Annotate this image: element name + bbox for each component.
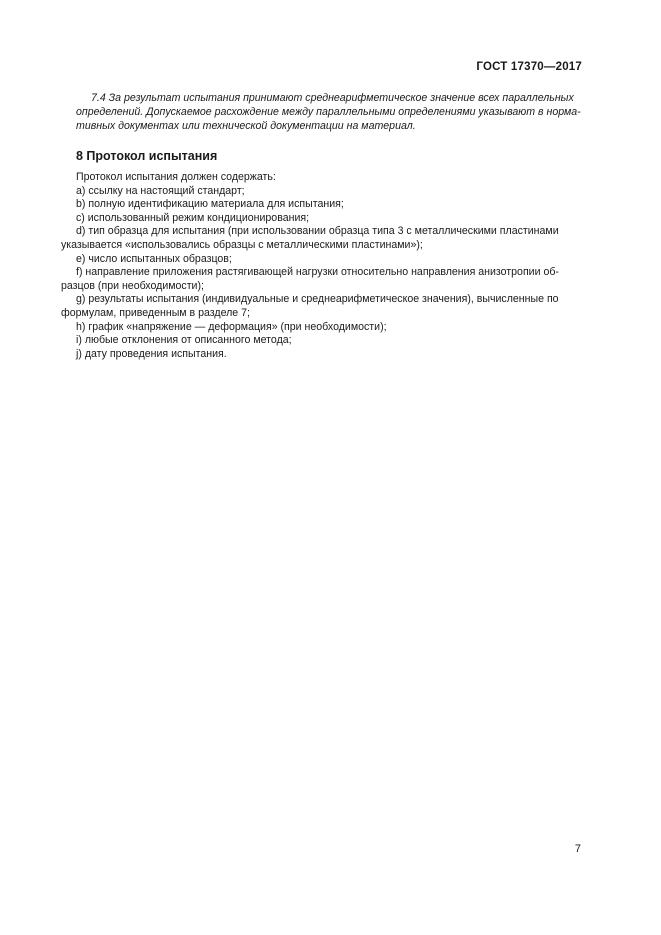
list-item-b: b) полную идентификацию материала для испытания;: [76, 198, 344, 211]
list-item-h: h) график «напряжение — деформация» (при необходимости);: [76, 320, 387, 333]
list-item-a: a) ссылку на настоящий стандарт;: [76, 184, 245, 197]
clause-7-4-line-2: определений. Допускаемое расхождение между параллельными определениями указывают в норма-: [76, 106, 581, 118]
clause-7-4: [76, 91, 583, 133]
list-item-c: c) использованный режим кондиционирования;: [76, 211, 310, 224]
section-8-intro: Протокол испытания должен содержать:: [76, 171, 276, 183]
list-item-f: f) направление приложения растягивающей нагрузки относительно направления анизотропии об-: [76, 266, 559, 279]
section-8-heading: 8 Протокол испытания: [76, 149, 218, 163]
clause-7-4-line-1: 7.4 За результат испытания принимают среднеарифметическое значение всех параллельных: [91, 92, 574, 104]
list-item-d: d) тип образца для испытания (при использовании образца типа 3 с металлическими пластинами: [76, 225, 559, 238]
list-item-f-continued: разцов (при необходимости);: [61, 279, 204, 292]
list-item-g-continued: формулам, приведенным в разделе 7;: [61, 306, 250, 319]
list-item-d-continued: указывается «использовались образцы с металлическими пластинами»);: [61, 238, 423, 251]
standard-code-header: ГОСТ 17370—2017: [476, 61, 582, 73]
list-item-e: e) число испытанных образцов;: [76, 252, 232, 265]
list-item-j: j) дату проведения испытания.: [76, 347, 227, 360]
section-8-body: [61, 171, 583, 361]
clause-7-4-line-3: тивных документах или технической документации на материал.: [76, 120, 416, 132]
page-number: 7: [574, 843, 581, 855]
list-item-i: i) любые отклонения от описанного метода;: [76, 334, 292, 347]
list-item-g: g) результаты испытания (индивидуальные и среднеарифметическое значения), вычисленные по: [76, 293, 559, 306]
